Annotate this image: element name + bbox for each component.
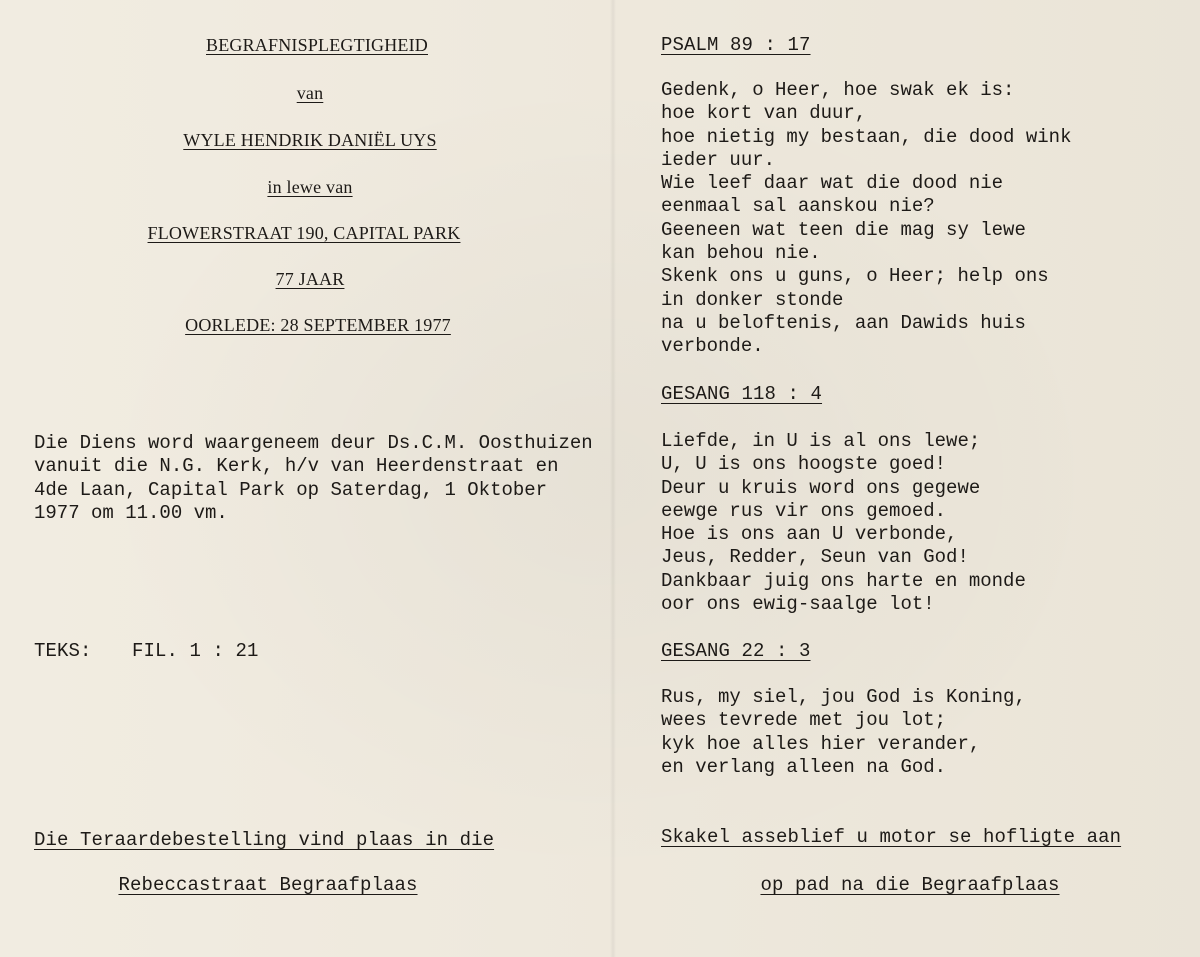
verse-line: kyk hoe alles hier verander, xyxy=(661,732,981,755)
verse-line: wees tevrede met jou lot; xyxy=(661,709,947,732)
gesang-22-title: GESANG 22 : 3 xyxy=(661,640,811,662)
verse-line: Rus, my siel, jou God is Koning, xyxy=(661,686,1026,708)
service-line: Die Diens word waargeneem deur Ds.C.M. Oosthuizen xyxy=(34,432,593,454)
age: 77 JAAR xyxy=(275,269,345,289)
burial-line-1: Die Teraardebestelling vind plaas in die xyxy=(34,829,495,851)
service-line: 4de Laan, Capital Park op Saterdag, 1 Oktober xyxy=(34,478,548,501)
verse-line: Gedenk, o Heer, hoe swak ek is: xyxy=(661,79,1015,101)
verse-line: Geeneen wat teen die mag sy lewe xyxy=(661,218,1026,241)
heading: BEGRAFNISPLEGTIGHEID xyxy=(206,35,428,55)
verse-line: Wie leef daar wat die dood nie xyxy=(661,172,1004,195)
verse-line: verbonde. xyxy=(661,335,764,358)
verse-line: na u beloftenis, aan Dawids huis xyxy=(661,311,1026,334)
verse-line: Hoe is ons aan U verbonde, xyxy=(661,523,958,546)
service-line: 1977 om 11.00 vm. xyxy=(34,501,228,524)
gesang-118-verse xyxy=(661,430,1026,616)
gesang-118-title: GESANG 118 : 4 xyxy=(661,383,823,405)
service-details xyxy=(34,432,593,525)
verse-line: in donker stonde xyxy=(661,288,844,311)
verse-line: Skenk ons u guns, o Heer; help ons xyxy=(661,265,1049,288)
verse-line: kan behou nie. xyxy=(661,242,821,265)
verse-line: Liefde, in U is al ons lewe; xyxy=(661,430,981,452)
page-fold xyxy=(610,0,616,957)
verse-line: eewge rus vir ons gemoed. xyxy=(661,499,947,522)
psalm-verse xyxy=(661,79,1071,359)
verse-line: hoe kort van duur, xyxy=(661,102,867,125)
verse-line: Dankbaar juig ons harte en monde xyxy=(661,569,1026,592)
burial-line-2: Rebeccastraat Begraafplaas xyxy=(118,874,418,896)
verse-line: eenmaal sal aanskou nie? xyxy=(661,195,935,218)
teks-value: FIL. 1 : 21 xyxy=(132,640,259,662)
date-of-death: OORLEDE: 28 SEPTEMBER 1977 xyxy=(185,315,451,335)
verse-line: en verlang alleen na God. xyxy=(661,755,947,778)
service-line: vanuit die N.G. Kerk, h/v van Heerdenstraat en xyxy=(34,455,559,478)
deceased-name: WYLE HENDRIK DANIËL UYS xyxy=(183,130,437,150)
footer-line-1: Skakel asseblief u motor se hofligte aan xyxy=(661,826,1122,848)
verse-line: hoe nietig my bestaan, die dood wink xyxy=(661,125,1072,148)
psalm-title: PSALM 89 : 17 xyxy=(661,34,811,56)
address: FLOWERSTRAAT 190, CAPITAL PARK xyxy=(147,223,461,243)
gesang-22-verse xyxy=(661,686,1026,779)
verse-line: U, U is ons hoogste goed! xyxy=(661,453,947,476)
verse-line: Deur u kruis word ons gegewe xyxy=(661,476,981,499)
verse-line: ieder uur. xyxy=(661,148,776,171)
teks-label: TEKS: xyxy=(34,640,92,662)
verse-line: oor ons ewig-saalge lot! xyxy=(661,593,935,616)
in-lewe-label: in lewe van xyxy=(267,177,353,197)
van-label: van xyxy=(296,83,324,103)
footer-line-2: op pad na die Begraafplaas xyxy=(760,874,1060,896)
verse-line: Jeus, Redder, Seun van God! xyxy=(661,546,969,569)
